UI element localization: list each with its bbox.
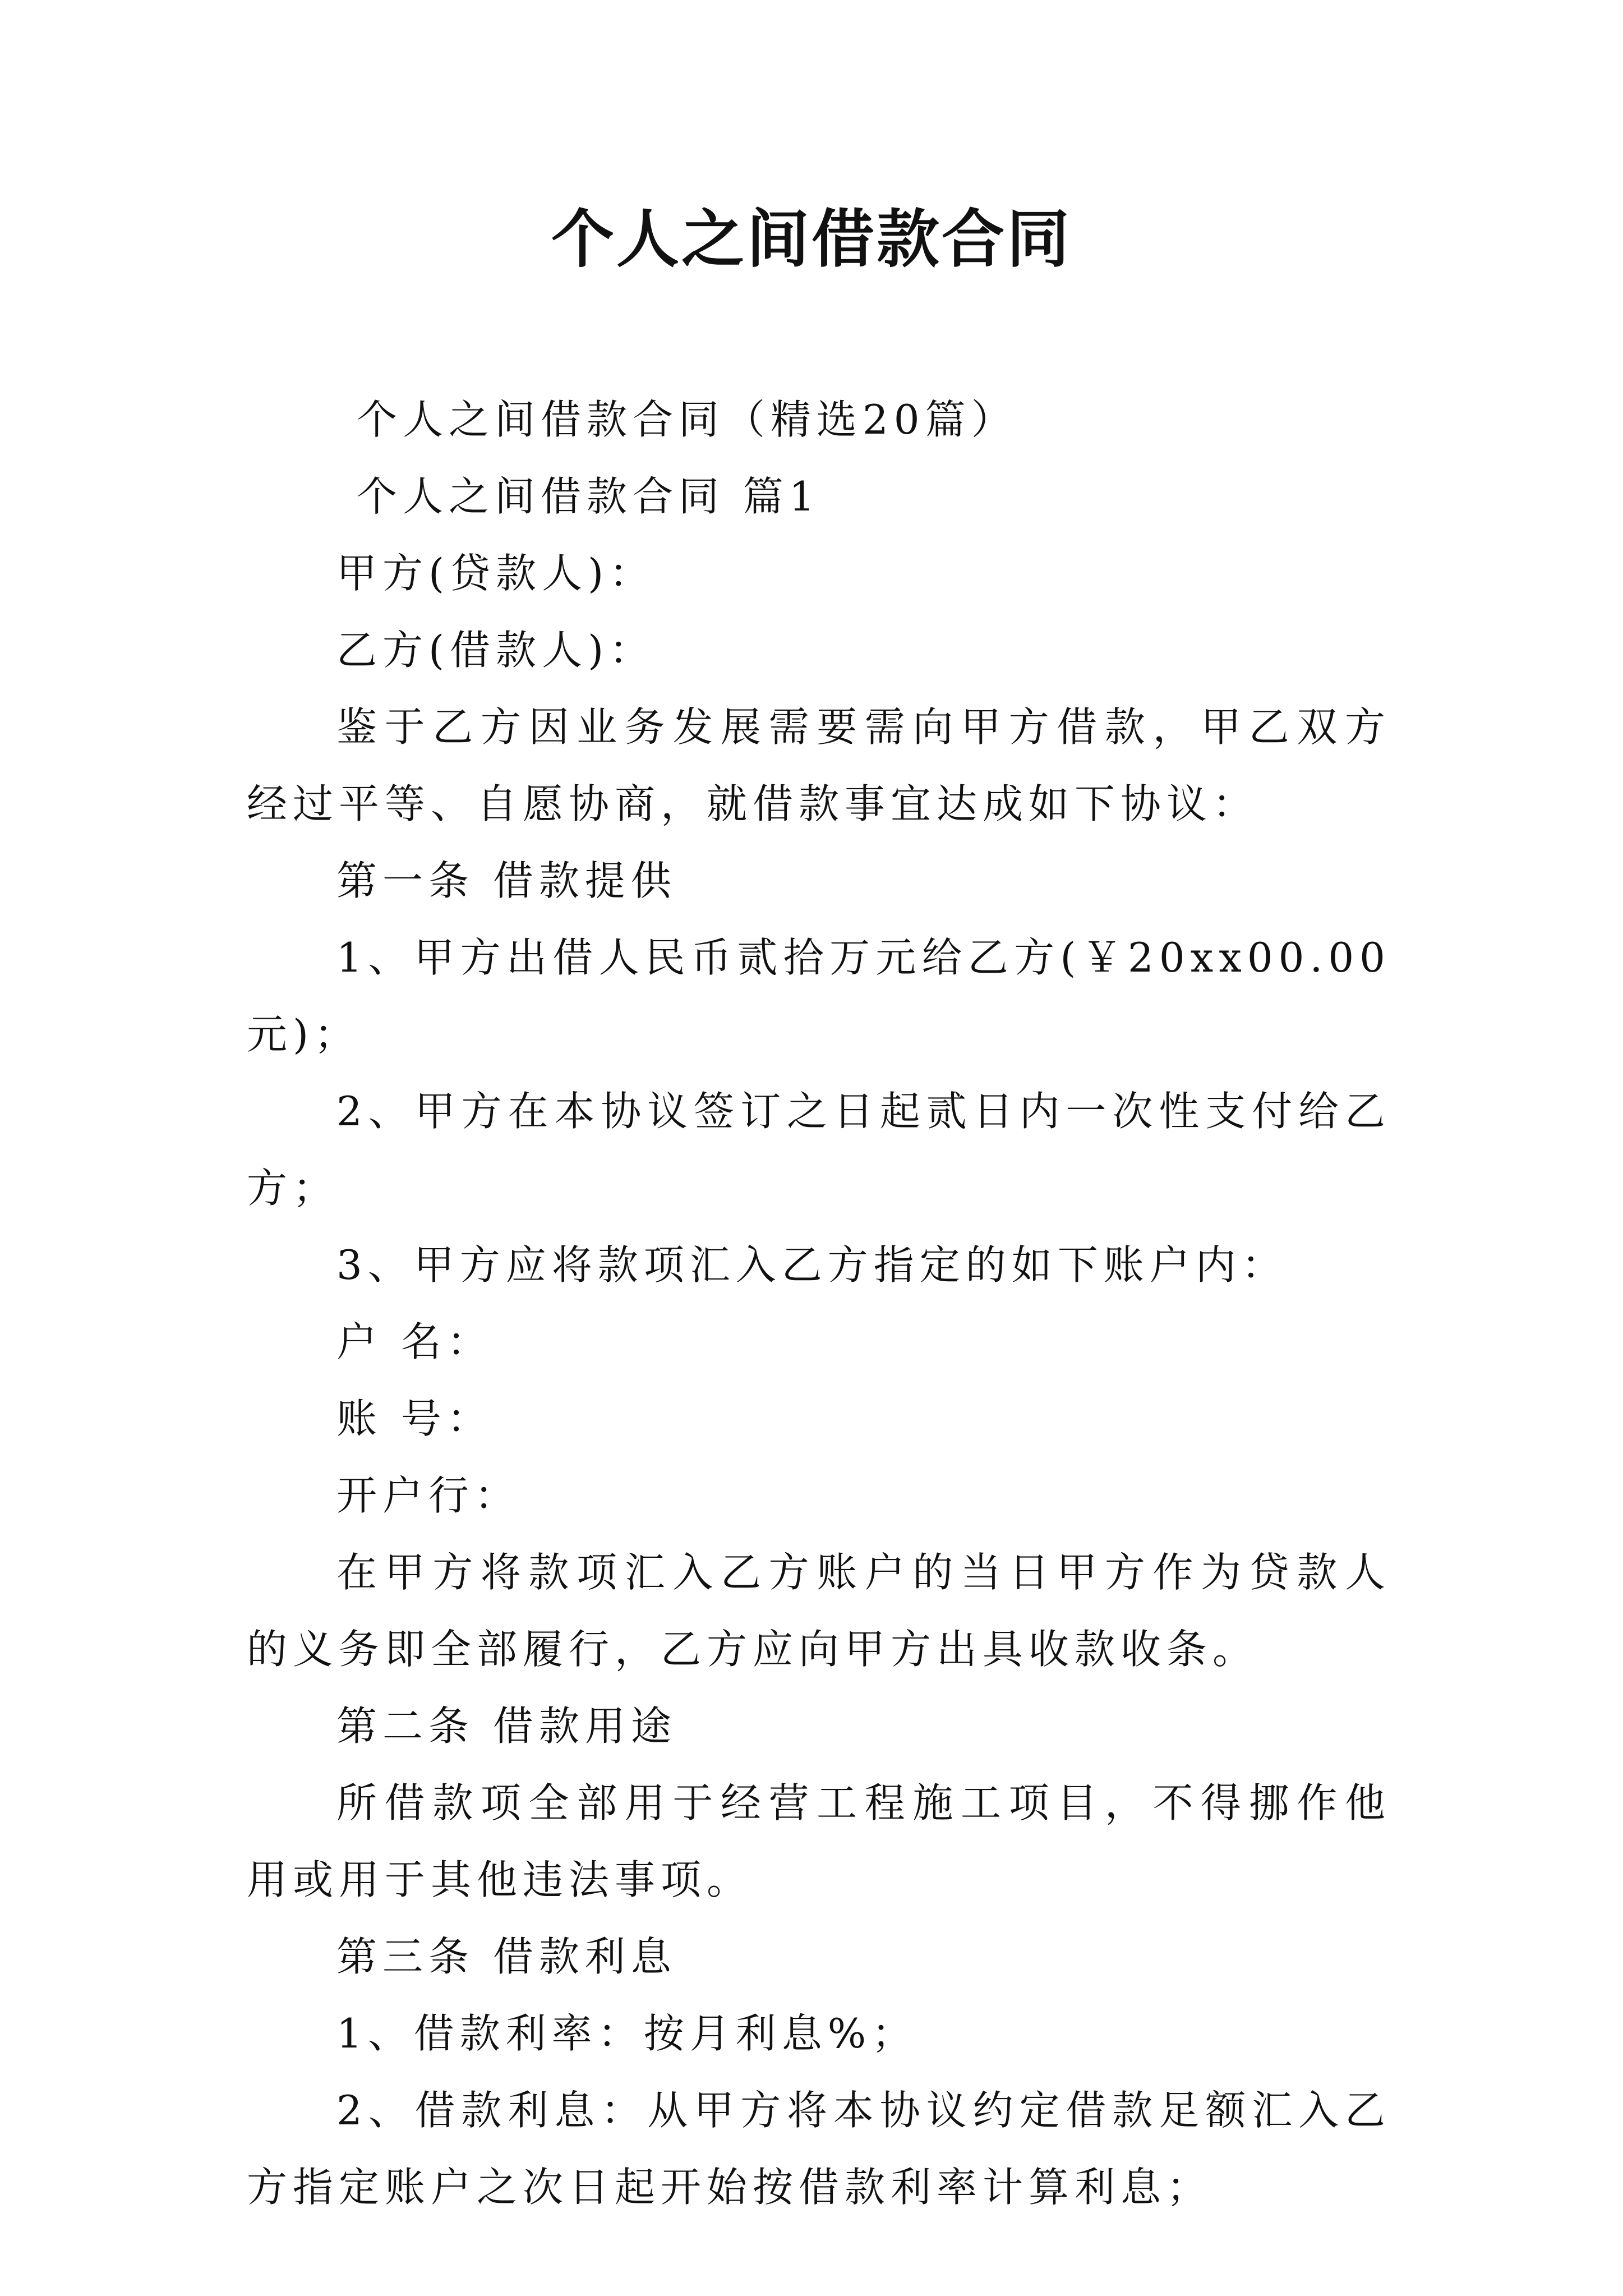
document-title: 个人之间借款合同 [551, 203, 1072, 276]
paragraph-party-a: 甲方(贷款人)： [336, 550, 656, 597]
paragraph-article-1-item-2: 2、甲方在本协议签订之日起贰日内一次性支付给乙方； [247, 1088, 1391, 1212]
paragraph-article-2-body: 所借款项全部用于经营工程施工项目，不得挪作他用或用于其他违法事项。 [247, 1779, 1391, 1903]
paragraph-account-number: 账 号： [336, 1395, 493, 1442]
paragraph-article-1-heading: 第一条 借款提供 [336, 857, 677, 904]
paragraph-article-2-heading: 第二条 借款用途 [336, 1703, 677, 1750]
document-body [247, 381, 1391, 2226]
paragraph-article-1-item-3: 3、甲方应将款项汇入乙方指定的如下账户内： [336, 1241, 1288, 1289]
paragraph-section-heading: 个人之间借款合同 篇1 [357, 473, 820, 520]
paragraph-article-1-item-1: 1、甲方出借人民币贰拾万元给乙方(￥20xx00.00元)； [247, 934, 1391, 1058]
paragraph-article-3-item-2: 2、借款利息：从甲方将本协议约定借款足额汇入乙方指定账户之次日起开始按借款利率计算利息； [247, 2087, 1391, 2211]
paragraph-party-b: 乙方(借款人)： [336, 627, 656, 674]
paragraph-subtitle: 个人之间借款合同（精选20篇） [357, 396, 1017, 443]
paragraph-account-name: 户 名： [336, 1318, 493, 1365]
paragraph-article-3-heading: 第三条 借款利息 [336, 1933, 677, 1980]
paragraph-obligation: 在甲方将款项汇入乙方账户的当日甲方作为贷款人的义务即全部履行，乙方应向甲方出具收款收条。 [247, 1549, 1391, 1673]
paragraph-preamble: 鉴于乙方因业务发展需要需向甲方借款，甲乙双方经过平等、自愿协商，就借款事宜达成如下协议： [247, 703, 1391, 827]
paragraph-article-3-item-1: 1、借款利率：按月利息%； [336, 2010, 918, 2057]
paragraph-bank: 开户行： [336, 1472, 521, 1519]
